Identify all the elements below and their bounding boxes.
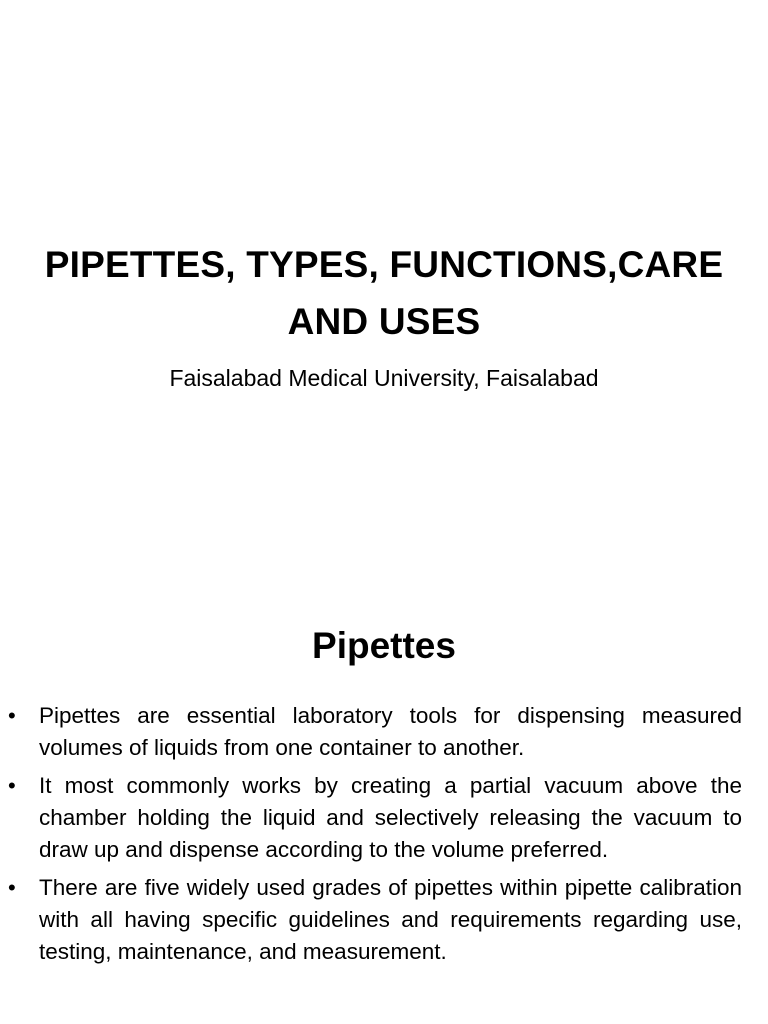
slide-subtitle: Faisalabad Medical University, Faisalabad [169,365,599,391]
bullet-text: Pipettes are essential laboratory tools for dispensing measured volumes of liquids from one container to another. [39,703,742,760]
bullet-text: There are five widely used grades of pipettes within pipette calibration with all having specific guidelines and requirements regarding use, testing, maintenance, and measurement. [39,875,742,964]
bullet-icon: • [8,703,16,728]
content-slide [0,576,768,1024]
bullet-item [0,770,768,866]
bullet-icon: • [8,773,16,798]
bullet-text: It most commonly works by creating a partial vacuum above the chamber holding the liquid and selectively releasing the vacuum to draw up and dispense according to the volume preferred. [39,773,742,862]
bullet-list [0,700,768,974]
slide-heading: Pipettes [312,625,456,666]
bullet-item [0,872,768,968]
bullet-item [0,700,768,764]
bullet-icon: • [8,875,16,900]
slide-title: PIPETTES, TYPES, FUNCTIONS,CARE AND USES [44,244,724,342]
